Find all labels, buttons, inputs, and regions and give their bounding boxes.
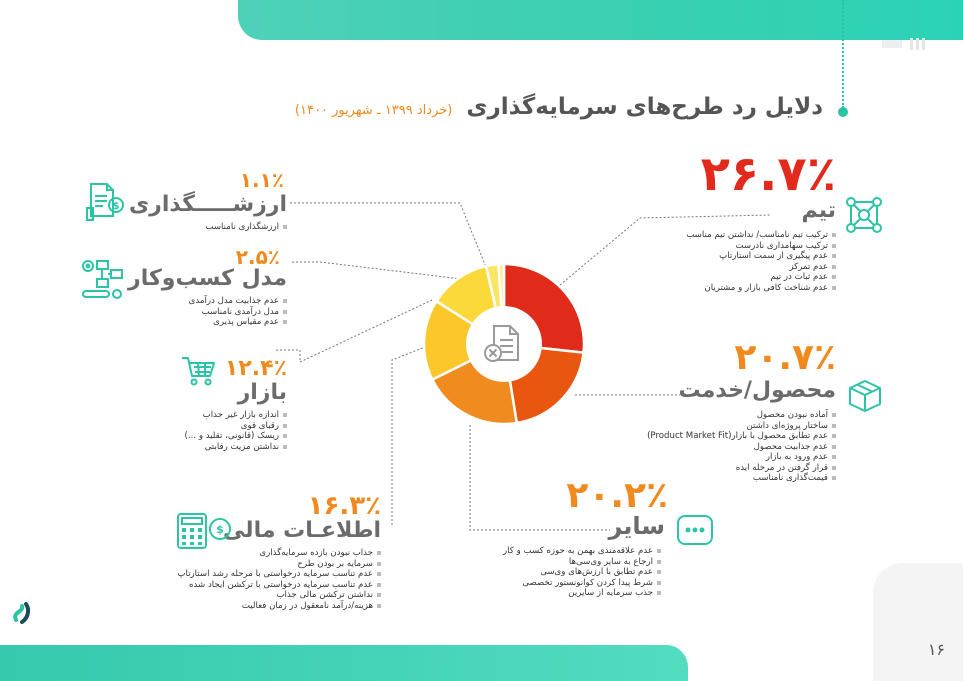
market-reasons-list (185, 410, 287, 452)
svg-text:$: $ (112, 201, 120, 212)
finance-percent: ۱۶.۳٪ (307, 491, 381, 521)
reason-item: عدم تمرکز (686, 262, 836, 273)
reason-item: مدل درآمدی نامناسب (189, 307, 287, 318)
page-number: ۱۶ (927, 640, 945, 659)
valuation-document-icon (85, 180, 125, 222)
reason-item: عدم تطابق محصول با بازار(Product Market Fit) (647, 431, 836, 442)
product-reasons-list (647, 410, 836, 484)
shopping-cart-icon (180, 354, 216, 388)
more-options-icon (676, 514, 714, 546)
reason-item: نداشتن مزیت رقابتی (185, 442, 287, 453)
reason-item: آماده نبودن محصول (647, 410, 836, 421)
reason-item: اندازه بازار غیر جذاب (185, 410, 287, 421)
reason-item: ریسک (قانونی، تقلید و ...) (185, 431, 287, 442)
team-network-icon (845, 196, 883, 234)
reason-item: عدم پیگیری از سمت استارتاپ (686, 251, 836, 262)
valuation-reasons-list (205, 222, 287, 233)
product-box-icon (846, 376, 884, 414)
reason-item: جذاب نبودن بازده سرمایه‌گذاری (177, 548, 381, 559)
reason-item: قیمت‌گذاری نامناسب (647, 473, 836, 484)
reason-item: رقبای قوی (185, 421, 287, 432)
reason-item: عدم جذابیت مدل درآمدی (189, 296, 287, 307)
reason-item: هزینه/درآمد نامعقول در زمان فعالیت (177, 601, 381, 612)
reason-item: عدم علاقه‌مندی بهمن به حوزه کسب و کار (503, 546, 661, 557)
reason-item: عدم تطابق با ارزش‌های وی‌سی (503, 567, 661, 578)
reason-item: عدم ورود به بازار (647, 452, 836, 463)
valuation-label: ارزشـــــگذاری (129, 192, 287, 217)
reason-item: عدم شناخت کافی بازار و مشتریان (686, 283, 836, 294)
valuation-percent: ۱.۱٪ (239, 168, 284, 192)
reason-item: سرمایه بر بودن طرح (177, 559, 381, 570)
other-reasons-list (503, 546, 661, 599)
reason-item: ترکیب سهامداری نادرست (686, 241, 836, 252)
business-model-diagram-icon (80, 258, 124, 300)
finance-label: اطلاعـات مالی (223, 518, 381, 543)
reason-item: عدم تناسب سرمایه درخواستی با مرحله رشد استارتاپ (177, 569, 381, 580)
other-percent: ۲۰.۲٪ (566, 475, 668, 516)
business-model-percent: ۲.۵٪ (235, 245, 280, 269)
title-date-range: (خرداد ۱۳۹۹ ـ شهریور ۱۴۰۰) (294, 103, 453, 118)
reason-item: عدم جذابیت محصول (647, 442, 836, 453)
market-percent: ۱۲.۴٪ (224, 356, 287, 381)
reason-item: شرط پیدا کردن کوانونستور تخصصی (503, 578, 661, 589)
company-logo (8, 598, 38, 628)
team-label: تیم (801, 198, 836, 223)
business-model-reasons-list (189, 296, 287, 328)
reason-item: جذب سرمایه از سایرین (503, 588, 661, 599)
other-label: سایر (608, 512, 665, 540)
business-model-label: مدل کسب‌وکار (128, 266, 287, 291)
product-percent: ۲۰.۷٪ (734, 337, 836, 378)
svg-text:$: $ (216, 523, 224, 536)
reason-item: ارجاع به سایر وی‌سی‌ها (503, 557, 661, 568)
reason-item: ساختار پروژه‌ای داشتن (647, 421, 836, 432)
product-label: محصول/خدمت (678, 378, 836, 403)
reason-item: ترکیب تیم نامناسب/ نداشتن تیم مناسب (686, 230, 836, 241)
team-reasons-list (686, 230, 836, 293)
team-percent: ۲۶.۷٪ (700, 146, 836, 202)
reason-item: ارزشگذاری نامناسب (205, 222, 287, 233)
reason-item: نداشتن ترکشن مالی جذاب (177, 590, 381, 601)
reason-item: قرار گرفتن در مرحله ایده (647, 463, 836, 474)
calculator-money-icon (176, 512, 232, 550)
rejected-document-icon (480, 320, 526, 366)
reason-item: عدم ثبات در تیم (686, 272, 836, 283)
title-text: دلایل رد طرح‌های سرمایه‌گذاری (466, 94, 823, 120)
reason-item: عدم مقیاس پذیری (189, 317, 287, 328)
reason-item: عدم تناسب سرمایه درخواستی با ترکشن ایجاد شده (177, 580, 381, 591)
finance-reasons-list (177, 548, 381, 611)
market-label: بازار (237, 380, 287, 405)
